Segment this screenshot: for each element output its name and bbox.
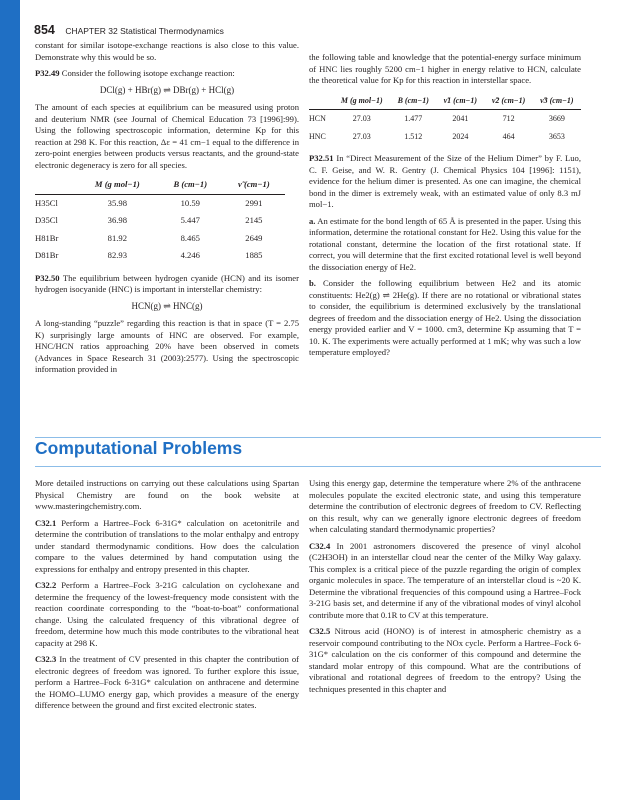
table-cell: 2991 (245, 197, 263, 208)
page-edge-bar (0, 0, 20, 800)
section-rule (35, 466, 601, 467)
problem-c32-3 (35, 654, 299, 712)
part-b (309, 278, 581, 359)
problem-p32-50 (35, 273, 299, 296)
part-label: a. (309, 215, 316, 226)
problem-body: A long-standing “puzzle” regarding this reaction is that in space (T = 2.75 K) surprisingly large amounts of HNC are observed. For example, HNC/HCN ratios approaching 20% have been observed in comets (Advances in Space Research 31 (2003):2577). Using the spectroscopic information provided in (35, 318, 299, 374)
table-header-cell: ν̃2 (cm−1) (484, 92, 532, 110)
continued-text: Using this energy gap, determine the temperature where 2% of the anthracene molecules populate the excited electronic state, and using this temperature determine the contribution of electronic degrees of freedom to CV. Reflecting on this result, why can we generally ignore electronic degrees of freedom when calculating standard thermodynamic properties? (309, 478, 581, 534)
table-cell: 10.59 (180, 197, 200, 208)
page-number: 854 (34, 23, 55, 37)
intro-text: the following table and knowledge that the potential-energy surface minimum of HNC lies roughly 5200 cm−1 higher in energy relative to HCN, calculate the theoretical value for Kp for this reaction in interstellar space. (309, 52, 581, 85)
problem-label: P32.50 (35, 272, 60, 283)
page-header (34, 21, 224, 39)
problem-label: C32.5 (309, 626, 331, 636)
table-cell: 4.246 (180, 250, 200, 260)
table-cell: 712 (502, 114, 515, 123)
table-cell: 3669 (548, 114, 565, 123)
table-cell: 1.512 (404, 131, 423, 141)
table-cell: 2041 (452, 114, 469, 123)
table-cell: 36.98 (107, 215, 127, 225)
problem-text: In the treatment of CV presented in this chapter the contribution of electronic degrees of freedom was ignored. To further explore this issue, perform a Hartree–Fock 6-31G* calculation on anthracene and determine the HOMO–LUMO energy gap, which provides a measure of the energy difference between the ground and first excited electronic states. (35, 654, 299, 710)
problem-label: C32.1 (35, 517, 57, 528)
problem-text: Perform a Hartree–Fock 3-21G calculation on cyclohexane and determine the frequency of the lowest-frequency mode consistent with the reaction coordinate corresponding to the “boat-to-boat” conformational change. Using the calculated frequency of this vibrational degree of freedom, determine how much this mode contributes to the vibrational heat capacity at 298 K. (35, 580, 299, 648)
table-header-cell (35, 176, 77, 194)
table-row (309, 110, 581, 128)
part-a (309, 216, 581, 274)
problem-text: In 2001 astronomers discovered the presence of vinyl alcohol (C2H3OH) in an interstellar cloud near the center of the Milky Way galaxy. This complex is a critical piece of the puzzle regarding the origin of complex organic molecules in space. The temperature of an interstellar cloud is ~20 K. Determine the vibrational frequencies of this compound using a Hartree–Fock 3-21G basis set, and determine if any of the vibrational modes of vinyl alcohol contribute more that 0.1R to CV at this temperature. (309, 540, 581, 620)
table-cell: 5.447 (180, 215, 200, 225)
table-header-cell: ν̃3 (cm−1) (533, 92, 581, 110)
table-cell: 82.93 (107, 250, 127, 260)
problem-p32-51 (309, 153, 581, 211)
table-header-cell: M (g mol−1) (333, 92, 390, 110)
table-cell: 1885 (245, 250, 263, 260)
table-cell: 8.465 (180, 232, 200, 243)
table-cell: H81Br (35, 232, 59, 243)
section-title: Computational Problems (35, 438, 243, 458)
problem-c32-2 (35, 580, 299, 649)
table-header-cell: B (cm−1) (390, 92, 436, 110)
problem-label: C32.4 (309, 540, 331, 551)
problem-text: Consider the following isotope exchange reaction: (61, 68, 235, 78)
table-header-cell: B (cm−1) (158, 176, 223, 194)
table-cell: 2145 (245, 215, 263, 225)
left-bottom-column (35, 478, 299, 717)
table-header-cell: M (g mol−1) (77, 176, 158, 194)
left-top-column (35, 40, 299, 381)
table-cell: 3653 (548, 131, 565, 141)
intro-text: More detailed instructions on carrying out these calculations using Spartan Physical Chemistry are found on the book website at www.masteringchemistry.com. (35, 478, 299, 511)
table-cell: 1.477 (404, 114, 423, 123)
right-top-column (309, 52, 581, 364)
problem-label: C32.2 (35, 580, 57, 590)
problem-text: Nitrous acid (HONO) is of interest in atmospheric chemistry as a reservoir compound contributing to the NOx cycle. Perform a Hartree–Fock 6-31G* calculation on the cis conformer of this compound and determine the standard molar entropy of this compound. What are the contributions of vibrational and rotational degrees of freedom to the entropy? Using the techniques presented in this chapter and (309, 626, 581, 694)
table-cell: HNC (309, 131, 326, 141)
problem-text: The equilibrium between hydrogen cyanide (HCN) and its isomer hydrogen isocyanide (HNC) is important in interstellar chemistry: (35, 272, 299, 294)
table-header-cell: ν̃ (cm−1) (223, 176, 285, 194)
table-cell: HCN (309, 114, 326, 123)
table-row (35, 230, 285, 248)
problem-label: P32.49 (35, 68, 60, 78)
part-label: b. (309, 278, 316, 288)
problem-c32-5 (309, 626, 581, 695)
table-row (35, 212, 285, 230)
part-text: Consider the following equilibrium between He2 and its atomic constituents: He2(g) ⇌ 2He(g). If there are no rotational or vibrational states to consider, the equilibrium is determined exclusively by the translational degrees of freedom and the dissociation energy of He2. Using the dissociation energy provided earlier and V = 1000. cm3, determine Kp assuming that T = 10. K. The experiments were actually performed at 1 mK; why was such a low temperature employed? (309, 278, 581, 357)
table-cell: 81.92 (107, 232, 127, 243)
problem-label: P32.51 (309, 153, 334, 163)
intro-text: constant for similar isotope-exchange reactions is also close to this value. Demonstrate why this would be so. (35, 40, 299, 62)
problem-p32-49 (35, 68, 299, 80)
table-cell: 464 (502, 131, 515, 141)
equation: DCl(g) + HBr(g) ⇌ DBr(g) + HCl(g) (99, 84, 235, 95)
table-header-cell: ν̃1 (cm−1) (436, 92, 484, 110)
right-bottom-column (309, 478, 581, 700)
problem-text: In “Direct Measurement of the Size of the Helium Dimer” by F. Luo, C. F. Geise, and W. R. Gentry (J. Chemical Physics 104 [1996]: 1151), evidence for the helium dimer is presented. As one can imagine, the chemical bond in the dimer is extremely weak, with an estimated value of only 8.3 mJ mol−1. (309, 153, 581, 209)
problem-body: The amount of each species at equilibrium can be measured using proton and deuterium NMR (see Journal of Chemical Education 73 [1996]:99). Using the following spectroscopic information, determine Kp for this reaction at 298 K. For this reaction, Δε = 41 cm−1 equal to the difference in zero-point energies between products versus reactants, and the ground-state electronic degeneracy is zero for all species. (35, 102, 299, 170)
table-cell: 27.03 (352, 114, 371, 123)
table-cell: 2649 (245, 232, 263, 243)
table-cell: D81Br (35, 250, 59, 260)
table-cell: 2024 (452, 131, 469, 141)
part-text: An estimate for the bond length of 65 Å is presented in the paper. Using this information, determine the rotational constant for He2. Using this value for the rotational constant, determine the location of the first rotational state. If correct, you will determine that the first excited rotational level is well beyond the dissociation energy of He2. (309, 215, 581, 272)
hcn-table (309, 92, 581, 146)
table-row (35, 194, 285, 212)
problem-c32-4 (309, 541, 581, 622)
problem-c32-1 (35, 518, 299, 576)
chapter-title: CHAPTER 32 Statistical Thermodynamics (65, 26, 224, 36)
problem-text: Perform a Hartree–Fock 6-31G* calculation on acetonitrile and determine the contribution of translations to the molar enthalpy and entropy under standard thermodynamic conditions. How does the calculation compare to the values determined by hand computation using the expressions for enthalpy and entropy presented in this chapter. (35, 517, 299, 574)
isotope-table (35, 176, 285, 265)
table-cell: 27.03 (352, 131, 371, 141)
table-cell: 35.98 (107, 197, 127, 208)
equation: HCN(g) ⇌ HNC(g) (131, 300, 203, 311)
table-header-cell (309, 92, 333, 110)
problem-label: C32.3 (35, 654, 57, 664)
table-row (309, 128, 581, 146)
table-row (35, 247, 285, 265)
table-cell: H35Cl (35, 197, 58, 208)
table-cell: D35Cl (35, 215, 58, 225)
